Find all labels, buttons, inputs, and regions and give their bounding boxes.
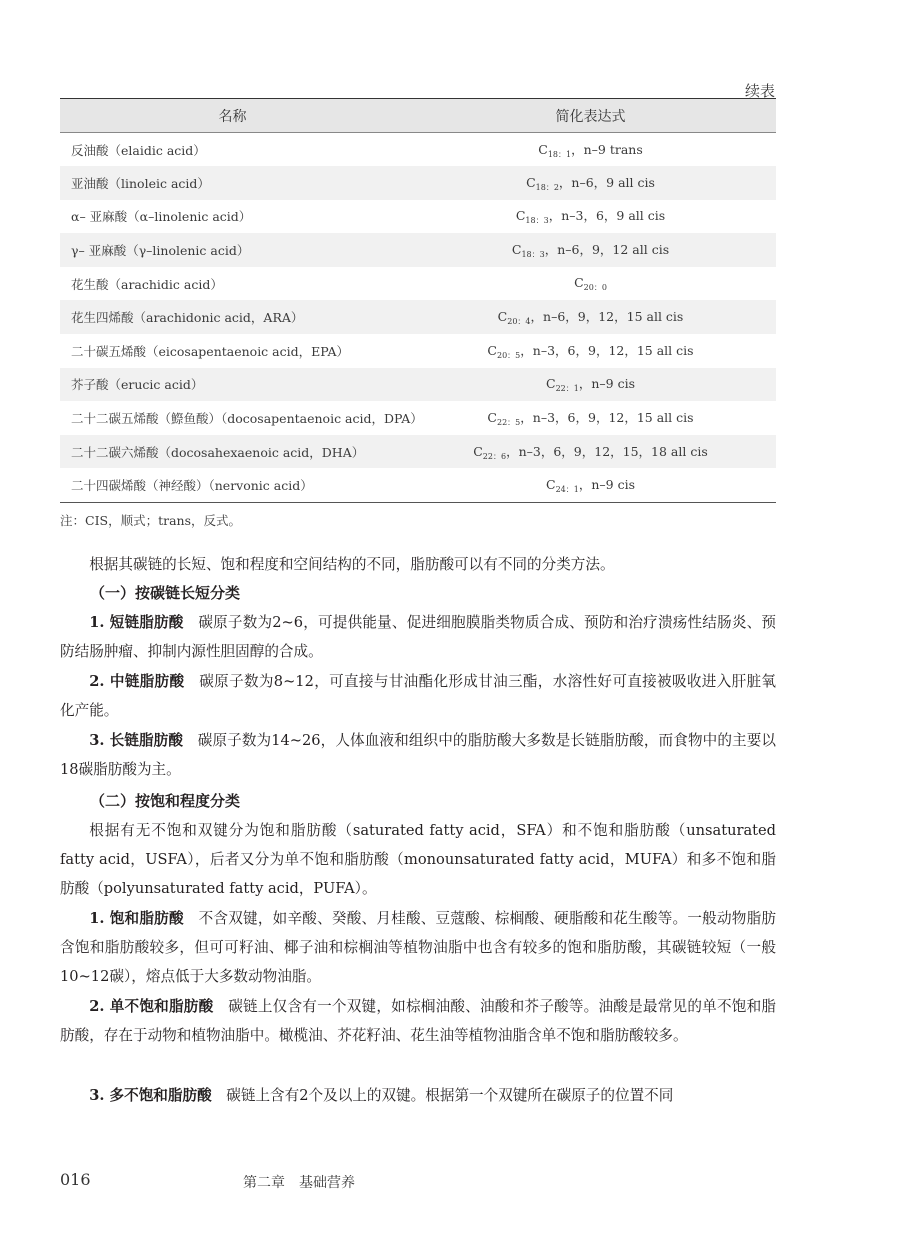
formula-symbol: C — [546, 376, 556, 392]
paragraph-saturated — [60, 904, 776, 991]
table-row — [60, 267, 776, 301]
formula-notation: ，n–6，9，12，15 all cis — [530, 309, 684, 325]
paragraph-text: 碳原子数为8~12，可直接与甘油酯化形成甘油三酯，水溶性好可直接被吸收进入肝脏氧化产能。 — [60, 673, 776, 719]
table-row — [60, 334, 776, 368]
chapter-title: 第二章 基础营养 — [243, 1175, 355, 1191]
formula-subscript: 22：1 — [555, 384, 579, 394]
paragraph-lead: 1. 饱和脂肪酸 — [89, 910, 184, 927]
table-note: 注：CIS，顺式；trans，反式。 — [60, 513, 241, 528]
formula-symbol: C — [511, 242, 522, 258]
section-heading-saturation: （二）按饱和程度分类 — [90, 792, 241, 810]
continued-label: 续表 — [744, 82, 775, 100]
paragraph-medium-chain — [60, 667, 776, 725]
formula-symbol: C — [538, 141, 548, 157]
formula-notation: ，n–3，6，9 all cis — [548, 208, 666, 224]
table-row — [60, 200, 776, 234]
table-row — [60, 233, 776, 267]
fatty-acid-name: 二十二碳五烯酸（鰶鱼酸）（docosapentaenoic acid，DPA） — [71, 411, 423, 427]
formula-notation: ，n–3，6，9，12，15 all cis — [520, 410, 694, 426]
paragraph-lead: 1. 短链脂肪酸 — [89, 614, 184, 631]
formula-subscript: 22：6 — [482, 451, 507, 461]
formula-subscript: 18：2 — [535, 182, 559, 192]
column-header-formula: 简化表达式 — [405, 99, 776, 133]
table-row — [60, 401, 776, 435]
formula-symbol: C — [473, 443, 483, 459]
fatty-acid-name: 花生四烯酸（arachidonic acid，ARA） — [71, 310, 304, 326]
simplified-formula — [405, 435, 776, 469]
fatty-acid-name: 二十二碳六烯酸（docosahexaenoic acid，DHA） — [71, 444, 365, 460]
formula-notation: ，n–6，9 all cis — [558, 174, 655, 190]
table-row — [60, 368, 776, 402]
column-header-name: 名称 — [60, 99, 405, 133]
table-row — [60, 300, 776, 334]
formula-notation: ，n–9 trans — [571, 141, 643, 157]
fatty-acid-table — [60, 98, 776, 503]
simplified-formula — [405, 200, 776, 234]
formula-subscript: 20：0 — [583, 282, 607, 292]
paragraph-text: 碳原子数为2~6，可提供能量、促进细胞膜脂类物质合成、预防和治疗溃疡性结肠炎、预防结肠肿瘤、抑制内源性胆固醇的合成。 — [60, 614, 776, 660]
paragraph-text: 碳原子数为14~26，人体血液和组织中的脂肪酸大多数是长链脂肪酸，而食物中的主要以18碳脂肪酸为主。 — [60, 732, 776, 778]
simplified-formula — [405, 166, 776, 200]
formula-notation: ，n–3，6，9，12，15 all cis — [520, 342, 694, 358]
formula-notation: ，n–9 cis — [578, 376, 635, 392]
formula-notation: ，n–9 cis — [578, 476, 635, 492]
formula-symbol: C — [515, 208, 526, 224]
simplified-formula — [405, 300, 776, 334]
paragraph-polyunsaturated — [60, 1081, 776, 1110]
table-row — [60, 133, 776, 167]
simplified-formula — [405, 267, 776, 301]
table-header-row — [60, 99, 776, 133]
fatty-acid-name: γ– 亚麻酸（γ–linolenic acid） — [71, 243, 250, 259]
paragraph-text: 碳链上仅含有一个双键，如棕榈油酸、油酸和芥子酸等。油酸是最常见的单不饱和脂肪酸，存在于动物和植物油脂中。橄榄油、芥花籽油、花生油等植物油脂含单不饱和脂肪酸较多。 — [60, 998, 776, 1044]
fatty-acid-name: 二十碳五烯酸（eicosapentaenoic acid，EPA） — [71, 343, 350, 359]
formula-subscript: 18：3 — [525, 216, 549, 226]
formula-subscript: 18：1 — [547, 149, 572, 159]
paragraph-lead: 3. 长链脂肪酸 — [89, 732, 184, 749]
fatty-acid-name: 花生酸（arachidic acid） — [71, 276, 223, 292]
table-row — [60, 166, 776, 200]
formula-symbol: C — [546, 476, 556, 492]
paragraph-lead: 3. 多不饱和脂肪酸 — [89, 1087, 212, 1104]
formula-symbol: C — [497, 309, 508, 325]
formula-subscript: 20：5 — [497, 350, 521, 360]
paragraph-lead: 2. 单不饱和脂肪酸 — [89, 998, 214, 1015]
paragraph-text: 不含双键，如辛酸、癸酸、月桂酸、豆蔻酸、棕榈酸、硬脂酸和花生酸等。一般动物脂肪含饱和脂肪酸较多，但可可籽油、椰子油和棕榈油等植物油脂中也含有较多的饱和脂肪酸，其碳链较短（一般10~12碳），熔点低于大多数动物油脂。 — [60, 910, 776, 985]
formula-notation: ，n–3，6，9，12，15，18 all cis — [506, 443, 708, 459]
simplified-formula — [405, 133, 776, 167]
section-heading-chain-length: （一）按碳链长短分类 — [90, 584, 241, 602]
formula-subscript: 24：1 — [555, 484, 579, 494]
formula-subscript: 18：3 — [521, 250, 545, 260]
table-row — [60, 435, 776, 469]
simplified-formula — [405, 468, 776, 502]
formula-symbol: C — [487, 342, 497, 358]
simplified-formula — [405, 401, 776, 435]
page-number: 016 — [60, 1170, 91, 1189]
table-body — [60, 133, 776, 503]
formula-symbol: C — [526, 174, 536, 190]
fatty-acid-name: 二十四碳烯酸（神经酸）（nervonic acid） — [60, 468, 405, 502]
fatty-acid-name: 亚油酸（linoleic acid） — [71, 175, 210, 191]
simplified-formula — [405, 233, 776, 267]
paragraph-monounsaturated — [60, 992, 776, 1050]
intro-paragraph: 根据其碳链的长短、饱和程度和空间结构的不同，脂肪酸可以有不同的分类方法。 — [89, 556, 615, 573]
fatty-acid-name: 芥子酸（erucic acid） — [71, 377, 204, 393]
formula-symbol: C — [487, 410, 497, 426]
table-row — [60, 468, 776, 502]
paragraph-saturation-intro: 根据有无不饱和双键分为饱和脂肪酸（saturated fatty acid，SFA）和不饱和脂肪酸（unsaturated fatty acid，USFA），后者又分为单不饱和脂肪酸（monounsaturated fatty acid，MUFA）和多不饱和脂肪酸（polyunsaturated fatty acid，PUFA）。 — [60, 822, 776, 897]
paragraph-long-chain — [60, 726, 776, 784]
fatty-acid-name: 反油酸（elaidic acid） — [71, 142, 206, 158]
simplified-formula — [405, 368, 776, 402]
formula-subscript: 22：5 — [497, 418, 521, 428]
formula-notation: ，n–6，9，12 all cis — [544, 242, 670, 258]
fatty-acid-name: α– 亚麻酸（α–linolenic acid） — [71, 209, 252, 225]
paragraph-short-chain — [60, 608, 776, 666]
paragraph-lead: 2. 中链脂肪酸 — [89, 673, 185, 690]
paragraph-text: 碳链上含有2个及以上的双键。根据第一个双键所在碳原子的位置不同 — [211, 1087, 674, 1104]
simplified-formula — [405, 334, 776, 368]
formula-subscript: 20：4 — [507, 317, 531, 327]
formula-symbol: C — [574, 274, 584, 290]
